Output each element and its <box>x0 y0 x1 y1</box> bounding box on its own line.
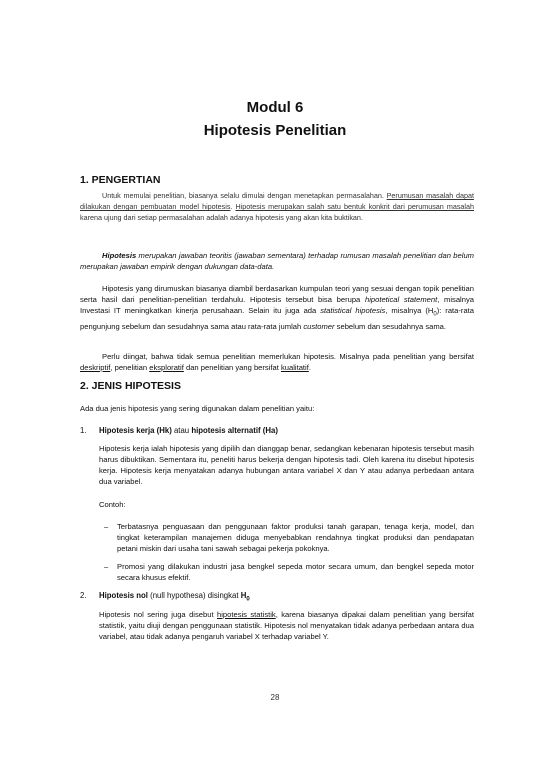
list-item-hipotesis-kerja: 1. Hipotesis kerja (Hk) atau hipotesis alternatif (Ha) <box>80 426 278 435</box>
paragraph-jenis-intro: Ada dua jenis hipotesis yang sering digunakan dalam penelitian yaitu: <box>80 404 315 413</box>
section-heading-pengertian: 1. PENGERTIAN <box>80 174 161 186</box>
paragraph-pengertian-1: Untuk memulai penelitian, biasanya selalu dimulai dengan menetapkan permasalahan. Perumusan masalah dapat dilakukan dengan pembuatan model hipotesis. Hipotesis merupakan salah satu bentuk konkrit dari perumusan masalah karena ujung dari setiap permasalahan adalah adanya hipotesis yang akan kita buktikan. <box>80 191 475 222</box>
paragraph-hipotesis-nol: Hipotesis nol sering juga disebut hipotesis statistik, karena biasanya dipakai dalam penelitian yang bersifat statistik, yaitu diuji dengan penggunaan statistik. Hipotesis nol menyatakan tidak adanya perbedaan antara dua variabel, atau tidak adanya pengaruh variabel X terhadap variabel Y. <box>99 610 475 641</box>
page-number: 28 <box>270 693 280 702</box>
paragraph-definition: Hipotesis merupakan jawaban teoritis (jawaban sementara) terhadap rumusan masalah penelitian dan belum merupakan jawaban empirik dengan dukungan data-data. <box>80 251 474 271</box>
list-item-example-1: – Terbatasnya penguasaan dan penggunaan faktor produksi tanah garapan, tenaga kerja, model, dan tingkat keterampilan manajemen diduga menyebabkan rendahnya tingkat produksi dan pendapatan petani miskin dari usaha tani sawah sebagai pekerja pokoknya. <box>104 522 474 553</box>
contoh-label: Contoh: <box>99 500 126 509</box>
paragraph-hipotesis-kerja: Hipotesis kerja ialah hipotesis yang dipilih dan dianggap benar, sedangkan kebenaran hipotesis tersebut masih harus dibuktikan. Sementara itu, peneliti harus bekerja dengan hipotesis tadi. Oleh karena itu disebut hipotesis kerja. Hipotesis kerja menyatakan adanya hubungan antara variabel X dan Y atau adanya perbedaan antara dua variabel. <box>99 444 474 486</box>
list-item-hipotesis-nol: 2. Hipotesis nol (null hypothesa) disingkat $H_0$ <box>80 591 250 603</box>
list-item-example-2: – Promosi yang dilakukan industri jasa bengkel sepeda motor secara umum, dan bengkel sepeda motor secara khusus efektif. <box>104 562 474 582</box>
bullet-dash: – <box>104 562 109 571</box>
paragraph-pengertian-3: Hipotesis yang dirumuskan biasanya diambil berdasarkan kumpulan teori yang sesuai dengan topik penelitian serta hasil dari penelitian-penelitian terdahulu. Hipotesis tersebut bisa berupa hipotetical statement, misalnya Investasi IT meningkatkan kinerja perusahaan. Selain itu juga ada statistical hipotesis, misalnya $(H_0)$: rata-rata pengunjung sebelum dan sesudahnya sama atau rata-rata jumlah customer sebelum dan sesudahnya sama. <box>80 284 474 331</box>
section-heading-jenis-hipotesis: 2. JENIS HIPOTESIS <box>80 380 181 392</box>
bullet-dash: – <box>104 522 109 531</box>
module-title: Modul 6 <box>246 99 304 116</box>
module-subtitle: Hipotesis Penelitian <box>203 122 347 139</box>
paragraph-pengertian-4: Perlu diingat, bahwa tidak semua penelitian memerlukan hipotesis. Misalnya pada penelitian yang bersifat deskriptif, penelitian eksploratif dan penelitian yang bersifat kualitatif. <box>80 352 474 372</box>
